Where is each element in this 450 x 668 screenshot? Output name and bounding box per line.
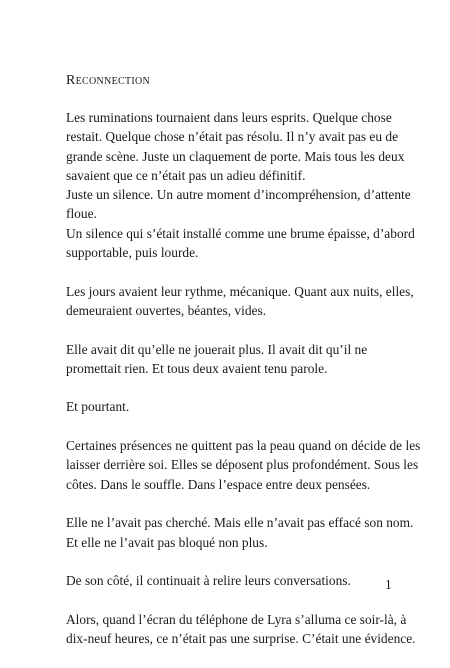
paragraph xyxy=(66,340,396,379)
text-line: Un silence qui s’était installé comme une brume épaisse, d’abord xyxy=(66,225,415,241)
text-line: grande scène. Juste un claquement de porte. Mais tous les deux xyxy=(66,148,405,164)
text-line: Elle avait dit qu’elle ne jouerait plus. Il avait dit qu’il ne xyxy=(66,341,368,357)
text-line: Les jours avaient leur rythme, mécanique. Quant aux nuits, elles, xyxy=(66,283,414,299)
text-line: dix-neuf heures, ce n’était pas une surprise. C’était une évidence. xyxy=(66,631,416,647)
paragraph xyxy=(66,571,396,590)
paragraph xyxy=(66,436,421,494)
text-line: savaient que ce n’était pas un adieu définitif. xyxy=(66,167,306,183)
text-line: floue. xyxy=(66,206,97,222)
text-line: Certaines présences ne quittent pas la peau quand on décide de les xyxy=(66,438,421,454)
page-number: 1 xyxy=(385,577,392,592)
text-line: Alors, quand l’écran du téléphone de Lyra s’alluma ce soir-là, à xyxy=(66,611,407,627)
text-line: restait. Quelque chose n’était pas résolu. Il n’y avait pas eu de xyxy=(66,129,399,145)
page-title: Reconnection xyxy=(66,73,151,88)
text-line: côtes. Dans le souffle. Dans l’espace entre deux pensées. xyxy=(66,476,371,492)
text-line: Et elle ne l’avait pas bloqué non plus. xyxy=(66,534,268,550)
paragraph xyxy=(66,282,414,321)
paragraph xyxy=(66,610,416,649)
text-line: Les ruminations tournaient dans leurs esprits. Quelque chose xyxy=(66,110,392,125)
paragraph xyxy=(66,108,415,262)
text-line: supportable, puis lourde. xyxy=(66,245,199,261)
text-line: Juste un silence. Un autre moment d’incompréhension, d’attente xyxy=(66,187,411,203)
text-line: Et pourtant. xyxy=(66,399,130,415)
paragraph xyxy=(66,397,396,416)
text-line: laisser derrière soi. Elles se déposent plus profondément. Sous les xyxy=(66,457,419,473)
text-line: demeuraient ouvertes, béantes, vides. xyxy=(66,302,267,318)
text-line: De son côté, il continuait à relire leurs conversations. xyxy=(66,573,351,589)
text-line: promettait rien. Et tous deux avaient tenu parole. xyxy=(66,360,328,376)
paragraph xyxy=(66,513,414,552)
body-text xyxy=(66,108,421,668)
text-line: Elle ne l’avait pas cherché. Mais elle n’avait pas effacé son nom. xyxy=(66,515,414,531)
